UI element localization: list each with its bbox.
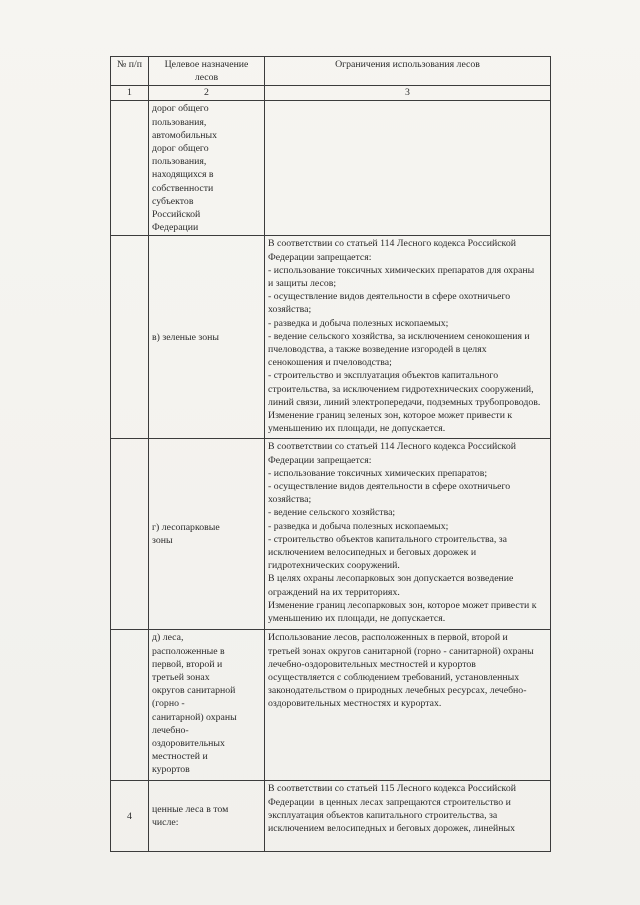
- column-number: 3: [265, 86, 551, 101]
- table-row: [111, 439, 551, 630]
- table-row: [111, 781, 551, 852]
- text-line: В целях охраны лесопарковых зон допускается возведение: [268, 573, 514, 585]
- text-line: гидротехнических сооружений.: [268, 560, 400, 572]
- text-line: - осуществление видов деятельности в сфере охотничьего: [268, 291, 511, 303]
- text-line: - ведение сельского хозяйства, за исключением сенокошения и: [268, 330, 530, 342]
- text-line: (горно -: [152, 698, 185, 710]
- text-line: хозяйства;: [268, 304, 312, 316]
- text-line: д) леса,: [152, 632, 184, 644]
- text-line: исключением велосипедных и беговых дорожек и: [268, 547, 477, 559]
- text-line: - строительство объектов капитального строительства, за: [268, 533, 507, 545]
- text-line: - строительство и эксплуатация объектов капитального: [268, 370, 499, 382]
- text-line: Изменение границ лесопарковых зон, которое может привести к: [268, 599, 537, 611]
- row-num: [111, 236, 149, 439]
- row-restrictions: [265, 630, 551, 781]
- text-line: субъектов: [152, 195, 194, 207]
- text-line: В соответствии со статьей 115 Лесного кодекса Российской: [268, 783, 516, 795]
- text-line: эксплуатация объектов капитального строительства, за: [268, 809, 498, 821]
- row-restrictions: [265, 101, 551, 236]
- text-line: зоны: [152, 535, 173, 547]
- forest-restrictions-table: [110, 56, 551, 852]
- text-line: и защиты лесов;: [268, 278, 337, 290]
- text-line: санитарной) охраны: [152, 711, 237, 723]
- row-purpose: [149, 781, 265, 852]
- text-line: местностей и: [152, 751, 208, 763]
- text-line: - использование токсичных химических препаратов для охраны: [268, 264, 535, 276]
- table-header-row: [111, 57, 551, 86]
- text-line: третьей зонах округов санитарной (горно - санитарной) охраны: [268, 645, 534, 657]
- text-line: - ведение сельского хозяйства;: [268, 507, 396, 519]
- header-purpose: Целевое назначение лесов: [149, 57, 265, 86]
- text-line: В соответствии со статьей 114 Лесного кодекса Российской: [268, 238, 516, 250]
- column-number: 1: [111, 86, 149, 101]
- text-line: Использование лесов, расположенных в первой, второй и: [268, 632, 508, 644]
- row-num: 4: [111, 781, 149, 852]
- text-line: г) лесопарковые: [152, 522, 220, 534]
- table-row: [111, 236, 551, 439]
- row-restrictions: [265, 781, 551, 852]
- text-line: Федерации запрещается:: [268, 251, 372, 263]
- text-line: хозяйства;: [268, 494, 312, 506]
- text-line: Изменение границ зеленых зон, которое может привести к: [268, 410, 513, 422]
- row-purpose: [149, 101, 265, 236]
- column-number: 2: [149, 86, 265, 101]
- text-line: в) зеленые зоны: [152, 331, 219, 343]
- text-line: автомобильных: [152, 129, 217, 141]
- text-line: пользования,: [152, 156, 207, 168]
- text-line: - использование токсичных химических препаратов;: [268, 467, 488, 479]
- row-num: [111, 101, 149, 236]
- text-line: Федерации: [152, 222, 199, 234]
- text-line: Федерации в ценных лесах запрещаются строительство и: [268, 796, 511, 808]
- row-num: [111, 630, 149, 781]
- text-line: ограждений на их территориях.: [268, 586, 400, 598]
- text-line: расположенные в: [152, 645, 225, 657]
- column-number-row: [111, 86, 551, 101]
- text-line: лечебно-: [152, 724, 189, 736]
- text-line: округов санитарной: [152, 685, 236, 697]
- text-line: дорог общего: [152, 103, 209, 115]
- header-num: № п/п: [111, 57, 149, 86]
- text-line: Российской: [152, 209, 201, 221]
- text-line: Федерации запрещается:: [268, 454, 372, 466]
- row-purpose: [149, 439, 265, 630]
- row-restrictions: [265, 236, 551, 439]
- text-line: - разведка и добыча полезных ископаемых;: [268, 520, 449, 532]
- row-num: [111, 439, 149, 630]
- header-restrictions: Ограничения использования лесов: [265, 57, 551, 86]
- text-line: оздоровительных местностях и курортах.: [268, 698, 442, 710]
- table-row: [111, 630, 551, 781]
- text-line: курортов: [152, 764, 190, 776]
- text-line: В соответствии со статьей 114 Лесного кодекса Российской: [268, 441, 516, 453]
- text-line: законодательством о природных лечебных ресурсах, лечебно-: [268, 685, 527, 697]
- text-line: пчеловодства, а также возведение изгородей в целях: [268, 344, 487, 356]
- text-line: первой, второй и: [152, 658, 223, 670]
- row-purpose: [149, 630, 265, 781]
- text-line: пользования,: [152, 116, 207, 128]
- text-line: строительства, за исключением гидротехнических сооружений,: [268, 383, 534, 395]
- text-line: оздоровительных: [152, 738, 225, 750]
- text-line: дорог общего: [152, 143, 209, 155]
- text-line: уменьшению их площади, не допускается.: [268, 423, 446, 435]
- text-line: линий связи, линий электропередачи, подземных трубопроводов.: [268, 396, 541, 408]
- row-restrictions: [265, 439, 551, 630]
- text-line: сенокошения и пчеловодства;: [268, 357, 392, 369]
- row-purpose: [149, 236, 265, 439]
- text-line: осуществляется с соблюдением требований, установленных: [268, 672, 520, 684]
- text-line: ценные леса в том: [152, 804, 229, 816]
- text-line: собственности: [152, 182, 214, 194]
- text-line: третьей зонах: [152, 672, 210, 684]
- text-line: - осуществление видов деятельности в сфере охотничьего: [268, 481, 511, 493]
- text-line: исключением велосипедных и беговых дорожек, линейных: [268, 823, 515, 835]
- text-line: находящихся в: [152, 169, 214, 181]
- table-row: [111, 101, 551, 236]
- text-line: - разведка и добыча полезных ископаемых;: [268, 317, 449, 329]
- text-line: числе:: [152, 817, 179, 829]
- text-line: лечебно-оздоровительных местностей и курортов: [268, 658, 476, 670]
- text-line: уменьшению их площади, не допускается.: [268, 613, 446, 625]
